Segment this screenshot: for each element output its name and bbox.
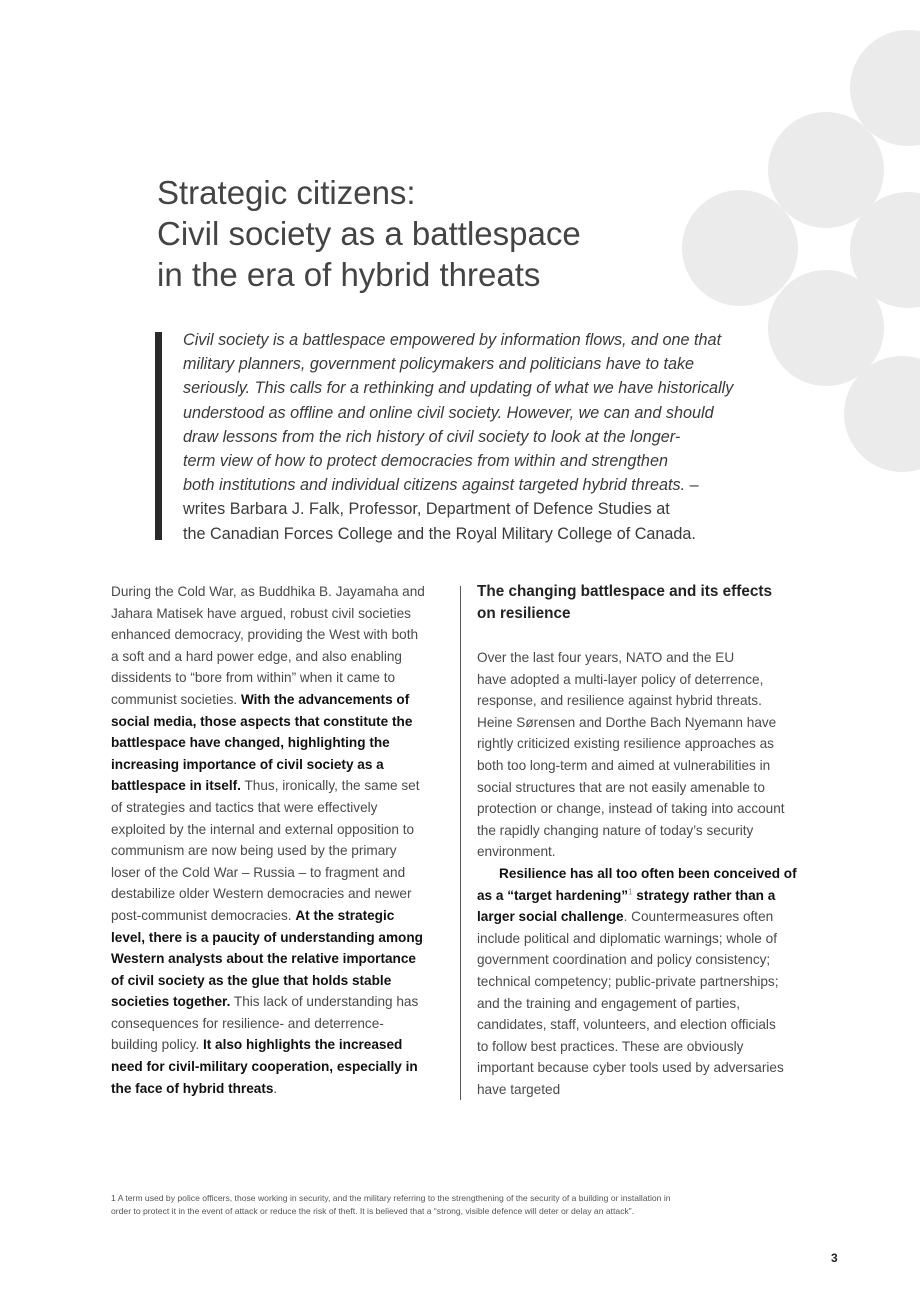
body-line [111,603,456,625]
emphasis-text: It also highlights the increased [202,1037,403,1053]
body-text: dissidents to “bore from within” when it came to [111,670,396,686]
body-text: response, and resilience against hybrid threats. [477,693,762,709]
quote-dash: – [685,476,699,495]
emphasis-text: of civil society as the glue that holds stable [111,972,392,988]
body-line [477,993,822,1015]
body-text: Heine Sørensen and Dorthe Bach Nyemann have [477,714,777,730]
quote-author-line: the Canadian Forces College and the Royal Military College of Canada. [183,524,696,543]
body-text: of strategies and tactics that were effectively [111,799,378,815]
deco-circle [768,270,884,386]
emphasis-text: strategy rather than a [632,887,776,903]
body-line [111,732,456,754]
body-text: Jahara Matisek have argued, robust civil societies [111,605,411,621]
body-line [477,1036,822,1058]
footnote-line: order to protect it in the event of attack or reduce the risk of theft. It is believed that a “strong, visible defence will deter or delay an attack”. [111,1205,635,1216]
body-text: to follow best practices. These are obviously [477,1038,744,1054]
body-line [477,1014,822,1036]
body-line [477,690,822,712]
body-text: Over the last four years, NATO and the EU [477,650,735,665]
intro-quote [183,328,783,546]
body-line [477,669,822,691]
body-text: environment. [477,844,556,860]
body-line [111,1056,456,1078]
quote-line: draw lessons from the rich history of civil society to look at the longer- [183,427,681,446]
body-line [111,1034,456,1056]
body-line [477,647,822,669]
footnote [111,1192,811,1217]
body-text: the rapidly changing nature of today’s security [477,822,754,838]
body-line [477,1057,822,1079]
quote-bar [155,332,162,540]
title-line: in the era of hybrid threats [157,256,541,293]
body-text: loser of the Cold War – Russia – to fragment and [111,864,406,880]
right-column-body [477,647,822,1100]
body-line [477,928,822,950]
quote-line: understood as offline and online civil society. However, we can and should [183,403,714,422]
body-text: have targeted [477,1081,561,1097]
emphasis-text: as a “target hardening” [477,887,629,903]
body-line [477,733,822,755]
body-line [111,948,456,970]
quote-line: Civil society is a battlespace empowered by information flows, and one that [183,331,722,349]
emphasis-text: social media, those aspects that constitute the [111,713,413,729]
article-title [157,172,717,295]
body-line [111,991,456,1013]
body-text: enhanced democracy, providing the West with both [111,627,419,643]
body-text: communism are now being used by the primary [111,843,397,859]
body-line [111,667,456,689]
body-text: . [273,1080,278,1096]
body-text: exploited by the internal and external opposition to [111,821,415,837]
title-line: Civil society as a battlespace [157,215,581,252]
body-text: important because cyber tools used by adversaries [477,1060,784,1076]
body-line [111,624,456,646]
heading-line: The changing battlespace and its effects [477,583,772,600]
body-text: During the Cold War, as Buddhika B. Jayamaha and [111,584,425,599]
body-line [111,754,456,776]
deco-circle [844,356,920,472]
body-line [477,906,822,928]
body-line [111,797,456,819]
deco-circle [850,30,920,146]
body-line [111,646,456,668]
body-line [477,949,822,971]
body-line [477,777,822,799]
body-line [111,775,456,797]
body-line [111,927,456,949]
body-line [111,840,456,862]
body-text: government coordination and policy consistency; [477,952,771,968]
body-line [111,1078,456,1100]
body-line [477,712,822,734]
body-text: communist societies. [111,691,241,707]
emphasis-text: level, there is a paucity of understanding among [111,929,423,945]
body-text: Thus, ironically, the same set [240,778,420,794]
deco-circle [768,112,884,228]
column-divider [460,586,461,1100]
body-line [477,841,822,863]
body-text: both too long-term and aimed at vulnerabilities in [477,757,771,773]
body-line [477,820,822,842]
quote-line-last [183,473,783,497]
left-column-body [111,581,456,1099]
emphasis-text: With the advancements of [240,691,410,707]
quote-line: military planners, government policymakers and politicians have to take [183,355,695,374]
section-heading [477,581,772,625]
body-text: and the training and engagement of parties, [477,995,741,1011]
quote-author-line: writes Barbara J. Falk, Professor, Department of Defence Studies at [183,500,670,519]
body-line [477,755,822,777]
body-text: protection or change, instead of taking into account [477,801,785,817]
emphasis-text: societies together. [111,994,231,1010]
body-text: have adopted a multi-layer policy of deterrence, [477,671,764,687]
body-line [111,905,456,927]
body-text: building policy. [111,1037,203,1053]
emphasis-text: battlespace in itself. [111,778,241,794]
emphasis-text: the face of hybrid threats [111,1080,274,1096]
quote-line: seriously. This calls for a rethinking and updating of what we have historically [183,379,734,398]
body-text: technical competency; public-private partnerships; [477,973,779,989]
emphasis-text: need for civil-military cooperation, especially in [111,1059,418,1075]
body-line [477,971,822,993]
emphasis-text: Resilience has all too often been conceived of [499,865,797,881]
body-line [477,798,822,820]
body-text: social structures that are not easily amenable to [477,779,765,795]
page-number: 3 [831,1251,838,1265]
body-text: This lack of understanding has [230,994,419,1010]
heading-line: on resilience [477,605,571,622]
title-line: Strategic citizens: [157,174,416,211]
body-line [111,883,456,905]
body-line [477,885,822,907]
body-text: candidates, staff, volunteers, and election officials [477,1017,776,1033]
body-text: . Countermeasures often [623,909,774,925]
emphasis-text: increasing importance of civil society as a [111,756,384,772]
body-text: destabilize older Western democracies and newer [111,886,412,902]
body-line [111,581,456,603]
body-line [477,863,822,885]
body-text: include political and diplomatic warnings; whole of [477,930,777,946]
body-text: a soft and a hard power edge, and also enabling [111,648,402,664]
quote-line: term view of how to protect democracies from within and strengthen [183,452,668,471]
body-line [111,862,456,884]
body-line [111,819,456,841]
footnote-ref: 1 [628,887,633,896]
deco-circle [850,192,920,308]
emphasis-text: Western analysts about the relative importance [111,951,416,967]
emphasis-text: battlespace have changed, highlighting the [111,735,390,751]
footnote-line: 1 A term used by police officers, those working in security, and the military referring to the strengthening of the security of a building or installation in [111,1193,671,1203]
body-text: post-communist democracies. [111,907,296,923]
body-text: consequences for resilience- and deterrence- [111,1015,384,1031]
body-line [477,1079,822,1101]
emphasis-text: At the strategic [295,907,395,923]
body-text: rightly criticized existing resilience approaches as [477,736,774,752]
quote-line-italic: both institutions and individual citizens against targeted hybrid threats. [183,476,686,495]
body-line [111,970,456,992]
body-line [111,711,456,733]
body-line [111,689,456,711]
emphasis-text: larger social challenge [477,909,624,925]
body-line [111,1013,456,1035]
